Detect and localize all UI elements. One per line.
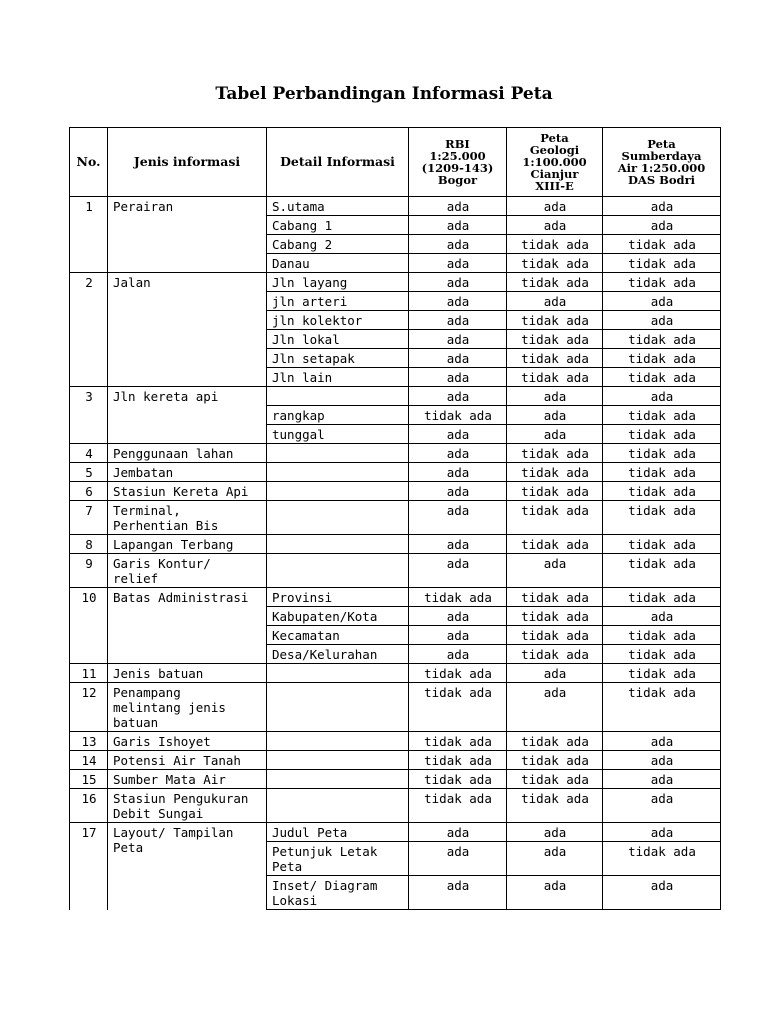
table-row [70, 554, 721, 588]
geologi-value-cell: ada [507, 197, 603, 216]
sumberdaya-value-cell: tidak ada [603, 463, 721, 482]
detail-informasi-cell: jln arteri [267, 292, 409, 311]
geologi-value-cell: ada [507, 406, 603, 425]
jenis-informasi-cell: Terminal, Perhentian Bis [108, 501, 267, 535]
sumberdaya-value-cell: ada [603, 387, 721, 406]
jenis-informasi-cell: Stasiun Kereta Api [108, 482, 267, 501]
table-row [70, 535, 721, 554]
sumberdaya-value-cell: tidak ada [603, 588, 721, 607]
detail-informasi-cell: Desa/Kelurahan [267, 645, 409, 664]
rbi-value-cell: ada [409, 444, 507, 463]
geologi-value-cell: tidak ada [507, 732, 603, 751]
sumberdaya-value-cell: tidak ada [603, 645, 721, 664]
sumberdaya-value-cell: tidak ada [603, 425, 721, 444]
row-number: 4 [70, 444, 108, 463]
sumberdaya-value-cell: ada [603, 751, 721, 770]
geologi-value-cell: tidak ada [507, 535, 603, 554]
sumberdaya-value-cell: tidak ada [603, 235, 721, 254]
jenis-informasi-cell: Jembatan [108, 463, 267, 482]
sumberdaya-value-cell: ada [603, 770, 721, 789]
jenis-informasi-cell: Batas Administrasi [108, 588, 267, 664]
rbi-value-cell: tidak ada [409, 588, 507, 607]
sumberdaya-value-cell: tidak ada [603, 482, 721, 501]
header-geologi: Peta Geologi 1:100.000 Cianjur XIII-E [507, 128, 603, 197]
table-row [70, 501, 721, 535]
row-number: 12 [70, 683, 108, 732]
sumberdaya-value-cell: tidak ada [603, 330, 721, 349]
detail-informasi-cell: Jln setapak [267, 349, 409, 368]
sumberdaya-value-cell: ada [603, 311, 721, 330]
sumberdaya-value-cell: ada [603, 876, 721, 910]
row-number: 9 [70, 554, 108, 588]
detail-informasi-cell: Kabupaten/Kota [267, 607, 409, 626]
sumberdaya-value-cell: tidak ada [603, 273, 721, 292]
row-number: 6 [70, 482, 108, 501]
detail-informasi-cell: Inset/ Diagram Lokasi [267, 876, 409, 910]
sumberdaya-value-cell: tidak ada [603, 254, 721, 273]
detail-informasi-cell [267, 664, 409, 683]
table-row [70, 664, 721, 683]
detail-informasi-cell: Jln layang [267, 273, 409, 292]
detail-informasi-cell: Jln lain [267, 368, 409, 387]
rbi-value-cell: ada [409, 626, 507, 645]
comparison-table [69, 127, 721, 910]
sumberdaya-value-cell: ada [603, 216, 721, 235]
rbi-value-cell: ada [409, 876, 507, 910]
rbi-value-cell: ada [409, 554, 507, 588]
header-rbi: RBI 1:25.000 (1209-143) Bogor [409, 128, 507, 197]
detail-informasi-cell [267, 535, 409, 554]
table-row [70, 823, 721, 842]
table-body [70, 197, 721, 910]
detail-informasi-cell: Provinsi [267, 588, 409, 607]
geologi-value-cell: ada [507, 842, 603, 876]
geologi-value-cell: tidak ada [507, 751, 603, 770]
rbi-value-cell: tidak ada [409, 683, 507, 732]
rbi-value-cell: ada [409, 463, 507, 482]
rbi-value-cell: ada [409, 197, 507, 216]
rbi-value-cell: ada [409, 349, 507, 368]
table-row [70, 463, 721, 482]
table-row [70, 482, 721, 501]
sumberdaya-value-cell: tidak ada [603, 664, 721, 683]
detail-informasi-cell: rangkap [267, 406, 409, 425]
row-number: 3 [70, 387, 108, 444]
geologi-value-cell: tidak ada [507, 482, 603, 501]
rbi-value-cell: ada [409, 311, 507, 330]
row-number: 7 [70, 501, 108, 535]
jenis-informasi-cell: Garis Ishoyet [108, 732, 267, 751]
sumberdaya-value-cell: tidak ada [603, 683, 721, 732]
rbi-value-cell: tidak ada [409, 770, 507, 789]
detail-informasi-cell: jln kolektor [267, 311, 409, 330]
detail-informasi-cell [267, 501, 409, 535]
table-row [70, 197, 721, 216]
geologi-value-cell: ada [507, 683, 603, 732]
detail-informasi-cell [267, 463, 409, 482]
rbi-value-cell: ada [409, 645, 507, 664]
sumberdaya-value-cell: tidak ada [603, 368, 721, 387]
geologi-value-cell: tidak ada [507, 349, 603, 368]
row-number: 14 [70, 751, 108, 770]
row-number: 13 [70, 732, 108, 751]
row-number: 5 [70, 463, 108, 482]
detail-informasi-cell [267, 683, 409, 732]
detail-informasi-cell: S.utama [267, 197, 409, 216]
geologi-value-cell: ada [507, 554, 603, 588]
geologi-value-cell: tidak ada [507, 254, 603, 273]
geologi-value-cell: tidak ada [507, 645, 603, 664]
detail-informasi-cell: Kecamatan [267, 626, 409, 645]
jenis-informasi-cell: Sumber Mata Air [108, 770, 267, 789]
jenis-informasi-cell: Jalan [108, 273, 267, 387]
detail-informasi-cell [267, 732, 409, 751]
geologi-value-cell: tidak ada [507, 501, 603, 535]
rbi-value-cell: ada [409, 387, 507, 406]
detail-informasi-cell: Danau [267, 254, 409, 273]
geologi-value-cell: tidak ada [507, 330, 603, 349]
sumberdaya-value-cell: ada [603, 292, 721, 311]
jenis-informasi-cell: Perairan [108, 197, 267, 273]
sumberdaya-value-cell: tidak ada [603, 626, 721, 645]
rbi-value-cell: tidak ada [409, 789, 507, 823]
jenis-informasi-cell: Garis Kontur/ relief [108, 554, 267, 588]
table-row [70, 444, 721, 463]
geologi-value-cell: tidak ada [507, 273, 603, 292]
page-title: Tabel Perbandingan Informasi Peta [215, 84, 553, 104]
table-row [70, 387, 721, 406]
sumberdaya-value-cell: tidak ada [603, 406, 721, 425]
rbi-value-cell: tidak ada [409, 406, 507, 425]
rbi-value-cell: tidak ada [409, 751, 507, 770]
jenis-informasi-cell: Stasiun Pengukuran Debit Sungai [108, 789, 267, 823]
geologi-value-cell: tidak ada [507, 311, 603, 330]
detail-informasi-cell: Petunjuk Letak Peta [267, 842, 409, 876]
rbi-value-cell: ada [409, 368, 507, 387]
row-number: 11 [70, 664, 108, 683]
detail-informasi-cell [267, 387, 409, 406]
row-number: 1 [70, 197, 108, 273]
rbi-value-cell: tidak ada [409, 664, 507, 683]
geologi-value-cell: ada [507, 876, 603, 910]
table-row [70, 751, 721, 770]
geologi-value-cell: ada [507, 387, 603, 406]
table-row [70, 588, 721, 607]
header-detail: Detail Informasi [267, 128, 409, 197]
table-row [70, 770, 721, 789]
geologi-value-cell: ada [507, 292, 603, 311]
header-sumberdaya: Peta Sumberdaya Air 1:250.000 DAS Bodri [603, 128, 721, 197]
sumberdaya-value-cell: ada [603, 732, 721, 751]
rbi-value-cell: ada [409, 842, 507, 876]
rbi-value-cell: tidak ada [409, 732, 507, 751]
rbi-value-cell: ada [409, 535, 507, 554]
rbi-value-cell: ada [409, 501, 507, 535]
geologi-value-cell: ada [507, 823, 603, 842]
rbi-value-cell: ada [409, 425, 507, 444]
header-no: No. [70, 128, 108, 197]
table-row [70, 683, 721, 732]
rbi-value-cell: ada [409, 254, 507, 273]
rbi-value-cell: ada [409, 235, 507, 254]
rbi-value-cell: ada [409, 482, 507, 501]
geologi-value-cell: tidak ada [507, 789, 603, 823]
sumberdaya-value-cell: tidak ada [603, 349, 721, 368]
geologi-value-cell: ada [507, 664, 603, 683]
sumberdaya-value-cell: ada [603, 197, 721, 216]
table-row [70, 789, 721, 823]
rbi-value-cell: ada [409, 330, 507, 349]
detail-informasi-cell: Cabang 2 [267, 235, 409, 254]
table-row [70, 273, 721, 292]
jenis-informasi-cell: Penggunaan lahan [108, 444, 267, 463]
row-number: 16 [70, 789, 108, 823]
detail-informasi-cell: tunggal [267, 425, 409, 444]
sumberdaya-value-cell: ada [603, 607, 721, 626]
jenis-informasi-cell: Layout/ Tampilan Peta [108, 823, 267, 910]
detail-informasi-cell: Cabang 1 [267, 216, 409, 235]
detail-informasi-cell [267, 770, 409, 789]
rbi-value-cell: ada [409, 216, 507, 235]
geologi-value-cell: tidak ada [507, 770, 603, 789]
detail-informasi-cell: Judul Peta [267, 823, 409, 842]
sumberdaya-value-cell: tidak ada [603, 444, 721, 463]
detail-informasi-cell [267, 554, 409, 588]
geologi-value-cell: ada [507, 425, 603, 444]
jenis-informasi-cell: Lapangan Terbang [108, 535, 267, 554]
rbi-value-cell: ada [409, 823, 507, 842]
detail-informasi-cell [267, 482, 409, 501]
sumberdaya-value-cell: tidak ada [603, 554, 721, 588]
sumberdaya-value-cell: ada [603, 789, 721, 823]
table-row [70, 732, 721, 751]
row-number: 17 [70, 823, 108, 910]
detail-informasi-cell [267, 789, 409, 823]
jenis-informasi-cell: Jln kereta api [108, 387, 267, 444]
geologi-value-cell: tidak ada [507, 607, 603, 626]
geologi-value-cell: ada [507, 216, 603, 235]
geologi-value-cell: tidak ada [507, 235, 603, 254]
row-number: 15 [70, 770, 108, 789]
geologi-value-cell: tidak ada [507, 626, 603, 645]
sumberdaya-value-cell: tidak ada [603, 842, 721, 876]
detail-informasi-cell [267, 751, 409, 770]
geologi-value-cell: tidak ada [507, 444, 603, 463]
jenis-informasi-cell: Jenis batuan [108, 664, 267, 683]
row-number: 8 [70, 535, 108, 554]
sumberdaya-value-cell: ada [603, 823, 721, 842]
rbi-value-cell: ada [409, 273, 507, 292]
jenis-informasi-cell: Potensi Air Tanah [108, 751, 267, 770]
row-number: 2 [70, 273, 108, 387]
sumberdaya-value-cell: tidak ada [603, 501, 721, 535]
jenis-informasi-cell: Penampang melintang jenis batuan [108, 683, 267, 732]
rbi-value-cell: ada [409, 292, 507, 311]
header-row [70, 128, 721, 197]
sumberdaya-value-cell: tidak ada [603, 535, 721, 554]
detail-informasi-cell [267, 444, 409, 463]
header-jenis: Jenis informasi [108, 128, 267, 197]
rbi-value-cell: ada [409, 607, 507, 626]
row-number: 10 [70, 588, 108, 664]
geologi-value-cell: tidak ada [507, 588, 603, 607]
geologi-value-cell: tidak ada [507, 368, 603, 387]
geologi-value-cell: tidak ada [507, 463, 603, 482]
detail-informasi-cell: Jln lokal [267, 330, 409, 349]
